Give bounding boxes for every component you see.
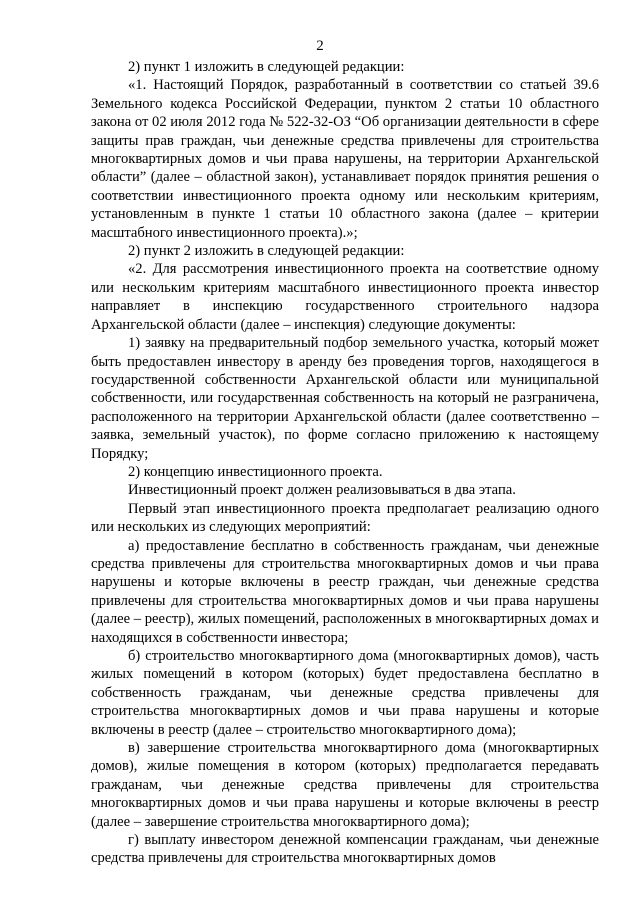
paragraph-subitem-a: а) предоставление бесплатно в собственность гражданам, чьи денежные средства привлечены для строительства многоквартирных домов и чьи права нарушены и которые включены в реестр граждан, чьи денежные средства привлечены для строительства многоквартирных домов и чьи права нарушены (далее – реестр), жилых помещений, расположенных в многоквартирных домах и находящихся в собственности инвестора; xyxy=(91,537,599,646)
paragraph-clause-1: «1. Настоящий Порядок, разработанный в соответствии со статьей 39.6 Земельного кодекса Российской Федерации, пунктом 2 статьи 10 областного закона от 02 июля 2012 года № 522-32-ОЗ “Об организации деятельности в сфере защиты прав граждан, чьи денежные средства привлечены для строительства многоквартирных домов и чьи права нарушены, на территории Архангельской области” (далее – областной закон), устанавливает порядок принятия решения о соответствии инвестиционного проекта одному или нескольким критериям, установленным в пункте 1 статьи 10 областного закона (далее – критерии масштабного инвестиционного проекта).»; xyxy=(91,77,599,241)
page-number: 2 xyxy=(316,38,324,54)
paragraph-subitem-v: в) завершение строительства многоквартирного дома (многоквартирных домов), жилые помещения в котором (которых) предполагается передавать гражданам, чьи денежные средства привлечены для строительства многоквартирных домов и чьи права нарушены и которые включены в реестр (далее – завершение строительства многоквартирного дома); xyxy=(91,740,599,830)
paragraph-first-stage: Первый этап инвестиционного проекта предполагает реализацию одного или нескольких из следующих мероприятий: xyxy=(91,500,599,536)
paragraph-subitem-g: г) выплату инвестором денежной компенсации гражданам, чьи денежные средства привлечены для строительства многоквартирных домов xyxy=(91,832,599,867)
paragraph-subitem-1: 1) заявку на предварительный подбор земельного участка, который может быть предоставлен инвестору в аренду без проведения торгов, находящегося в государственной собственности Архангельской области или муниципальной собственности, или государственная собственность на который не разграничена, расположенного на территории Архангельской области (далее соответственно – заявка, земельный участок), по форме согласно приложению к настоящему Порядку; xyxy=(91,335,599,462)
paragraph-clause-2: «2. Для рассмотрения инвестиционного проекта на соответствие одному или нескольким критериям масштабного инвестиционного проекта инвестор направляет в инспекцию государственного строительного надзора Архангельской области (далее – инспекция) следующие документы: xyxy=(91,261,599,333)
document-body xyxy=(91,58,599,868)
paragraph-item-2-heading: 2) пункт 1 изложить в следующей редакции: xyxy=(128,59,405,75)
paragraph-subitem-2: 2) концепцию инвестиционного проекта. xyxy=(128,463,383,480)
paragraph-two-stages: Инвестиционный проект должен реализовываться в два этапа. xyxy=(128,482,516,499)
paragraph-item-2b-heading: 2) пункт 2 изложить в следующей редакции: xyxy=(128,243,405,260)
paragraph-subitem-b: б) строительство многоквартирного дома (многоквартирных домов), часть жилых помещений в котором (которых) будет предоставлена бесплатно в собственность гражданам, чьи денежные средства привлечены для строительства многоквартирных домов и чьи права нарушены и которые включены в реестр (далее – строительство многоквартирного дома); xyxy=(91,648,599,738)
